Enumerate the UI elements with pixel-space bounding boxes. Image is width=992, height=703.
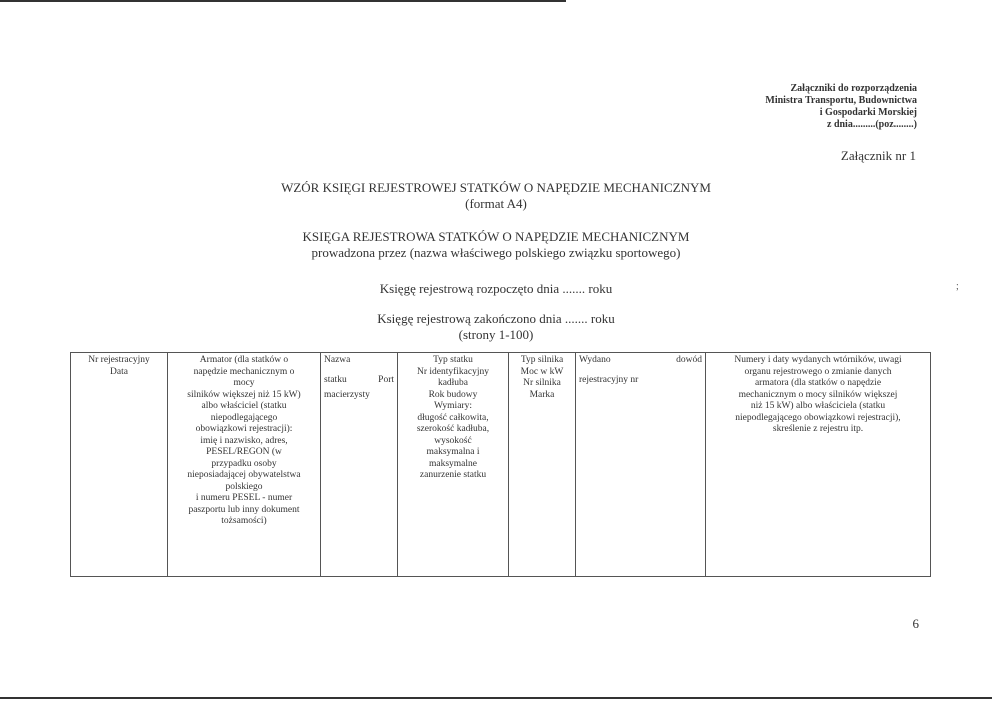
cell-line: Armator (dla statków o — [199, 355, 289, 365]
cell-line: niż 15 kW) albo właściciela (statku — [750, 401, 886, 411]
engine-column — [509, 353, 576, 577]
certificate-column — [576, 353, 706, 577]
cell-line: szerokość kadłuba, — [416, 424, 490, 434]
cell-line: Typ silnika — [520, 355, 564, 365]
table-row — [71, 353, 931, 577]
cell-line: mocy — [233, 378, 255, 388]
closed-line: Księgę rejestrową zakończono dnia ....... roku — [377, 311, 615, 326]
cell-line: Nr identyfikacyjny — [416, 366, 490, 377]
cell-line: paszportu lub inny dokument — [188, 504, 300, 515]
cell-line: organu rejestrowego o zmianie danych — [744, 366, 892, 377]
cell-line: mechanicznym o mocy silników większej — [738, 389, 898, 400]
vessel-name-column — [321, 353, 398, 577]
cell-line: Rok budowy — [428, 389, 478, 400]
cell-line: nieposiadającej obywatelstwa — [187, 470, 301, 480]
cell-line: przypadku osoby — [211, 458, 277, 469]
cell-line: obowiązkowi rejestracji): — [195, 424, 293, 434]
cell-line: Marka — [529, 389, 555, 400]
cell-line: niepodlegającego obowiązkowi rejestracji), — [735, 412, 901, 423]
cell-line: maksymalna i — [426, 447, 480, 457]
cell-line: Port — [378, 374, 394, 385]
cell-line: PESEL/REGON (w — [206, 447, 282, 457]
document-title: WZÓR KSIĘGI REJESTROWEJ STATKÓW O NAPĘDZIE MECHANICZNYM — [281, 180, 711, 195]
cell-line: Nazwa — [324, 355, 351, 365]
annex-label: Załącznik nr 1 — [840, 148, 916, 163]
remarks-column — [706, 353, 931, 577]
cell-line-pair — [579, 355, 702, 367]
cell-line: polskiego — [225, 481, 263, 492]
regulation-note-line: i Gospodarki Morskiej — [819, 107, 917, 118]
cell-line: długość całkowita, — [417, 412, 489, 423]
book-title: KSIĘGA REJESTROWA STATKÓW O NAPĘDZIE MECHANICZNYM — [302, 229, 690, 244]
cell-line: skreślenie z rejestru itp. — [772, 424, 864, 434]
cell-line: statku — [324, 374, 347, 385]
kept-by-line: prowadzona przez (nazwa właściwego polskiego związku sportowego) — [311, 245, 681, 260]
regulation-note-line: Ministra Transportu, Budownictwa — [765, 95, 917, 106]
page-number: 6 — [912, 616, 919, 631]
margin-mark: ; — [956, 281, 959, 292]
cell-line: i numeru PESEL - numer — [195, 493, 293, 503]
cell-line: Moc w kW — [520, 366, 564, 377]
cell-line: albo właściciel (statku — [201, 401, 287, 411]
cell-line: imię i nazwisko, adres, — [200, 435, 288, 446]
closed-block — [0, 311, 992, 343]
cell-line: rejestracyjny nr — [579, 374, 639, 385]
started-line: Księgę rejestrową rozpoczęto dnia ....... roku — [379, 281, 613, 296]
cell-line: Wydano — [579, 355, 611, 365]
bottom-scan-rule — [0, 697, 992, 699]
cell-line: Numery i daty wydanych wtórników, uwagi — [734, 355, 902, 365]
regulation-note — [667, 83, 917, 131]
cell-line: napędzie mechanicznym o — [193, 366, 295, 377]
regulation-note-line: Załączniki do rozporządzenia — [790, 83, 917, 94]
cell-line: maksymalne — [428, 458, 477, 469]
cell-line: wysokość — [434, 435, 472, 446]
cell-line: tożsamości) — [221, 516, 267, 526]
cell-line: Typ statku — [433, 355, 473, 365]
register-table — [70, 352, 931, 577]
cell-line: macierzysty — [324, 390, 370, 400]
book-heading — [0, 229, 992, 261]
top-scan-rule — [0, 0, 566, 2]
pages-line: (strony 1-100) — [458, 327, 534, 342]
cell-line: armatora (dla statków o napędzie — [754, 378, 882, 388]
vessel-type-column — [398, 353, 509, 577]
cell-line: zanurzenie statku — [419, 470, 487, 480]
cell-line: Nr silnika — [523, 378, 561, 388]
title-block — [0, 180, 992, 212]
cell-line: silników większej niż 15 kW) — [187, 389, 301, 400]
cell-line: kadłuba — [437, 378, 469, 388]
cell-line: Nr rejestracyjny — [88, 355, 150, 365]
regulation-note-line: z dnia.........(poz........) — [827, 119, 917, 130]
format-note: (format A4) — [465, 196, 527, 211]
cell-line: niepodlegającego — [210, 412, 278, 423]
owner-column — [168, 353, 321, 577]
cell-line-pair — [324, 375, 394, 387]
cell-line: Data — [110, 366, 128, 377]
cell-line: dowód — [676, 355, 702, 365]
cell-line: Wymiary: — [434, 401, 472, 411]
registration-column — [71, 353, 168, 577]
